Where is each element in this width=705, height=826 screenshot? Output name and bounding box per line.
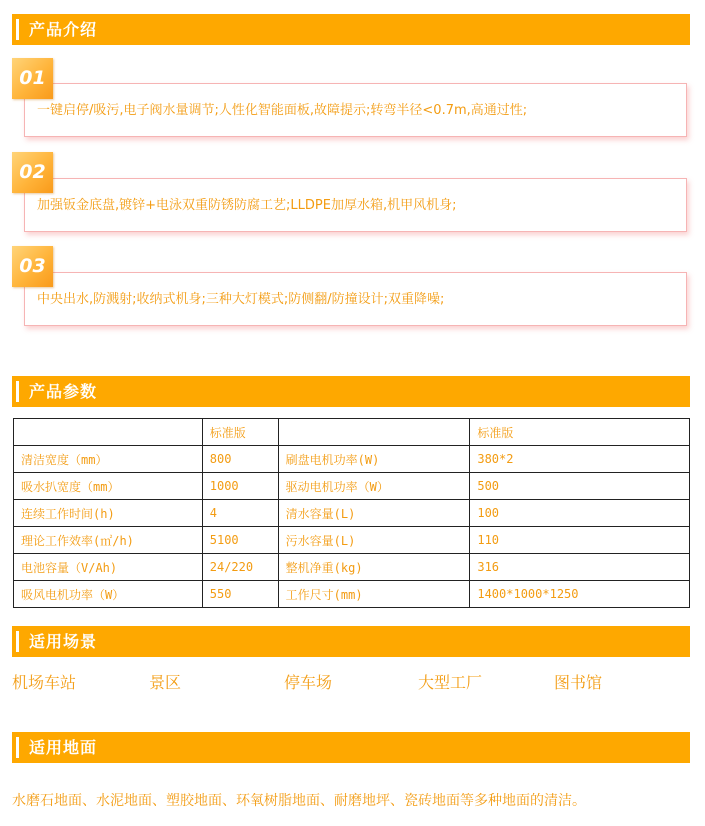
table-cell: 800 bbox=[202, 446, 278, 473]
table-cell: 连续工作时间(h) bbox=[14, 500, 203, 527]
table-cell: 1000 bbox=[202, 473, 278, 500]
table-header-row bbox=[14, 419, 690, 446]
table-cell: 污水容量(L) bbox=[278, 527, 470, 554]
table-row bbox=[14, 473, 690, 500]
section-header-intro bbox=[12, 14, 690, 45]
table-header-cell bbox=[278, 419, 470, 446]
table-cell: 吸风电机功率（W） bbox=[14, 581, 203, 608]
header-bar bbox=[16, 19, 19, 40]
table-cell: 500 bbox=[470, 473, 690, 500]
table-cell: 550 bbox=[202, 581, 278, 608]
table-cell: 驱动电机功率（W） bbox=[278, 473, 470, 500]
table-cell: 316 bbox=[470, 554, 690, 581]
number-badge-3 bbox=[12, 246, 53, 287]
table-cell: 110 bbox=[470, 527, 690, 554]
table-cell: 4 bbox=[202, 500, 278, 527]
header-bar bbox=[16, 737, 19, 758]
section-header-params bbox=[12, 376, 690, 407]
scene-item: 大型工厂 bbox=[418, 673, 483, 692]
table-cell: 24/220 bbox=[202, 554, 278, 581]
table-row bbox=[14, 500, 690, 527]
badge-number: 01 bbox=[19, 67, 46, 89]
floor-types-text: 水磨石地面、水泥地面、塑胶地面、环氧树脂地面、耐磨地坪、瓷砖地面等多种地面的清洁。 bbox=[12, 793, 586, 809]
scene-item: 停车场 bbox=[284, 673, 333, 692]
table-header-cell: 标准版 bbox=[202, 419, 278, 446]
table-header-cell: 标准版 bbox=[470, 419, 690, 446]
scene-list bbox=[12, 670, 692, 696]
table-cell: 1400*1000*1250 bbox=[470, 581, 690, 608]
feature-text: 加强钣金底盘,镀锌+电泳双重防锈防腐工艺;LLDPE加厚水箱,机甲风机身; bbox=[37, 198, 457, 213]
section-title-intro: 产品介绍 bbox=[29, 20, 98, 39]
table-row bbox=[14, 581, 690, 608]
section-title-params: 产品参数 bbox=[29, 382, 98, 401]
section-title-scenes: 适用场景 bbox=[29, 632, 98, 651]
scene-item: 机场车站 bbox=[12, 673, 77, 692]
table-cell: 清水容量(L) bbox=[278, 500, 470, 527]
feature-text: 一键启停/吸污,电子阀水量调节;人性化智能面板,故障提示;转弯半径<0.7m,高通过性; bbox=[37, 103, 528, 118]
number-badge-2 bbox=[12, 152, 53, 193]
table-row bbox=[14, 554, 690, 581]
badge-number: 03 bbox=[19, 255, 46, 277]
table-row bbox=[14, 527, 690, 554]
feature-box-3 bbox=[24, 272, 687, 326]
table-cell: 380*2 bbox=[470, 446, 690, 473]
feature-box-1 bbox=[24, 83, 687, 137]
table-cell: 吸水扒宽度（mm） bbox=[14, 473, 203, 500]
table-cell: 电池容量（V/Ah) bbox=[14, 554, 203, 581]
header-bar bbox=[16, 631, 19, 652]
table-row bbox=[14, 446, 690, 473]
feature-text: 中央出水,防溅射;收纳式机身;三种大灯模式;防侧翻/防撞设计;双重降噪; bbox=[37, 292, 445, 307]
section-title-floors: 适用地面 bbox=[29, 738, 98, 757]
table-cell: 清洁宽度（mm） bbox=[14, 446, 203, 473]
table-cell: 整机净重(kg) bbox=[278, 554, 470, 581]
spec-table bbox=[13, 418, 690, 608]
section-header-floors bbox=[12, 732, 690, 763]
section-header-scenes bbox=[12, 626, 690, 657]
table-cell: 工作尺寸(mm) bbox=[278, 581, 470, 608]
table-cell: 理论工作效率(㎡/h) bbox=[14, 527, 203, 554]
table-cell: 刷盘电机功率(W) bbox=[278, 446, 470, 473]
table-cell: 100 bbox=[470, 500, 690, 527]
scene-item: 景区 bbox=[149, 673, 182, 692]
table-header-cell bbox=[14, 419, 203, 446]
header-bar bbox=[16, 381, 19, 402]
scene-item: 图书馆 bbox=[554, 673, 603, 692]
badge-number: 02 bbox=[19, 161, 46, 183]
table-cell: 5100 bbox=[202, 527, 278, 554]
number-badge-1 bbox=[12, 58, 53, 99]
feature-box-2 bbox=[24, 178, 687, 232]
